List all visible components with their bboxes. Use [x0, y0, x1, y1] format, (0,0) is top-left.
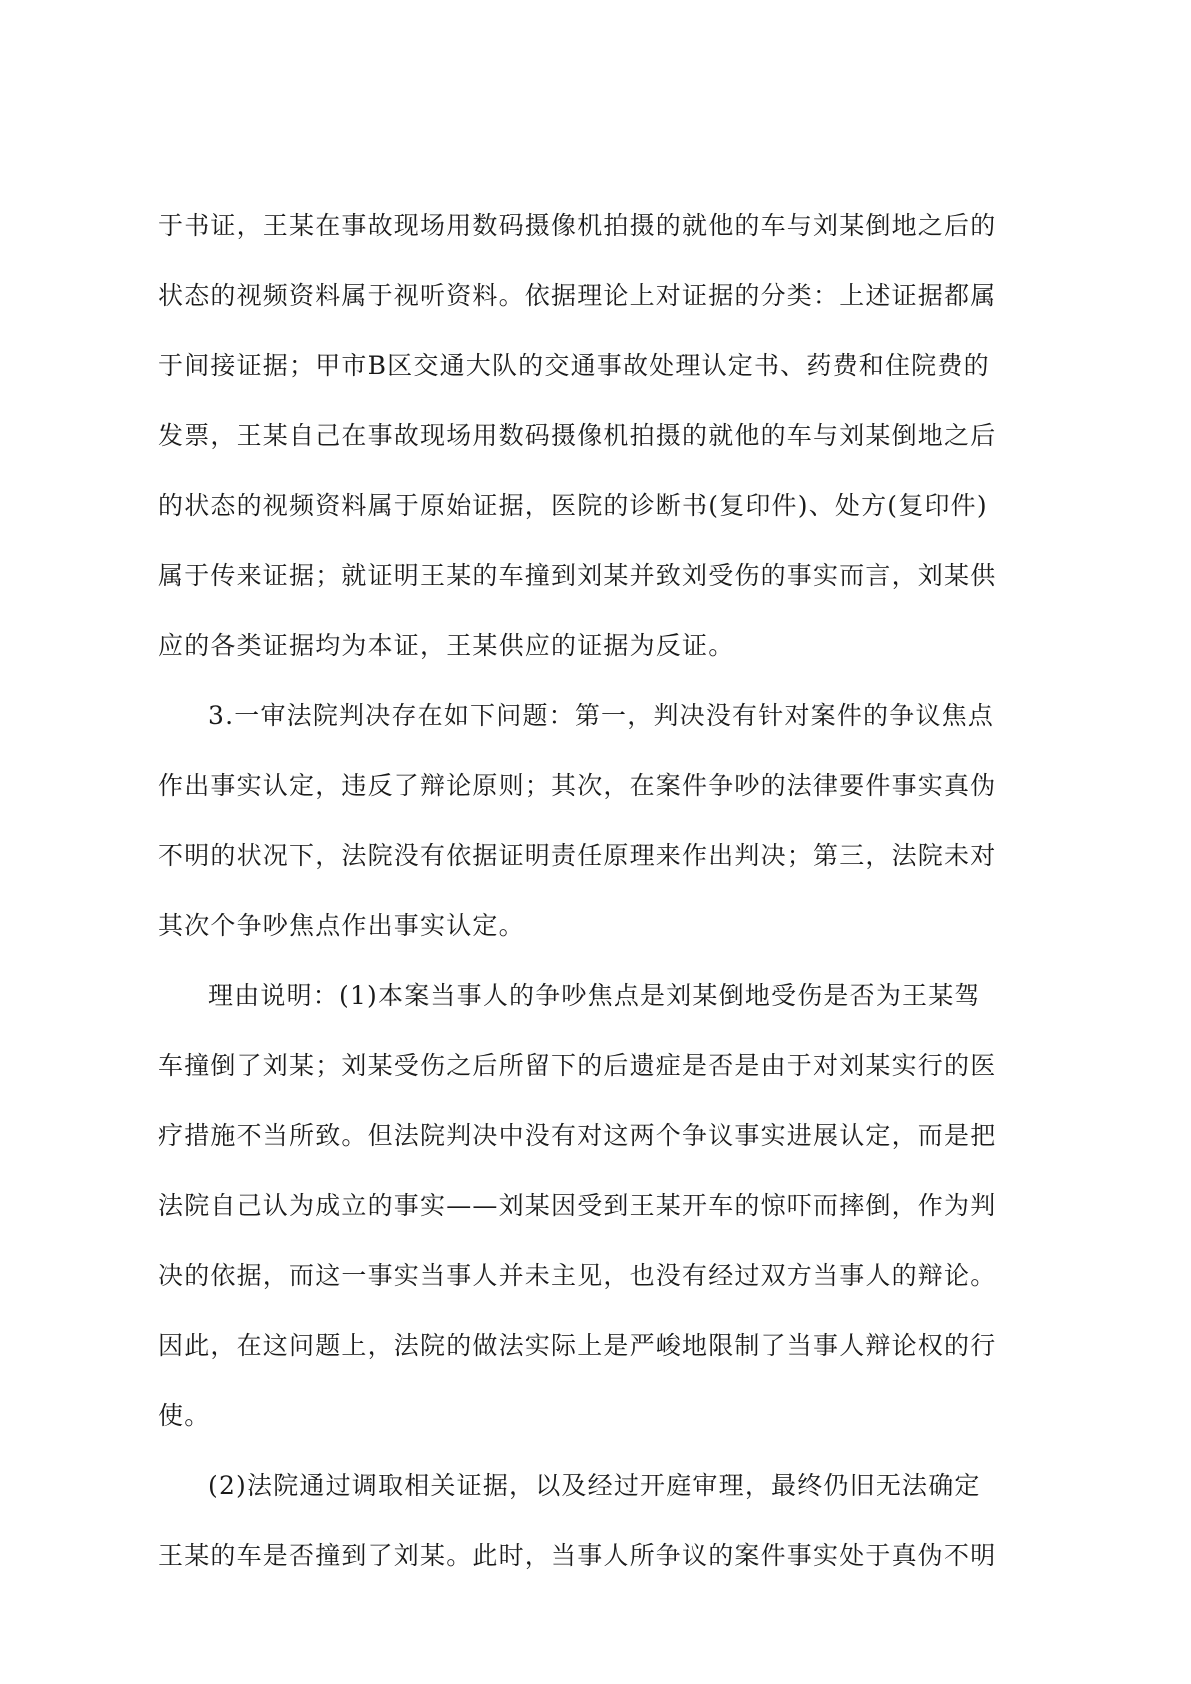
text-line: 因此，在这问题上，法院的做法实际上是严峻地限制了当事人辩论权的行 — [158, 1331, 997, 1360]
text-line: 王某的车是否撞到了刘某。此时，当事人所争议的案件事实处于真伪不明 — [158, 1541, 997, 1570]
text-line: 的状态的视频资料属于原始证据，医院的诊断书(复印件)、处方(复印件) — [158, 491, 988, 520]
text-line: 法院自己认为成立的事实——刘某因受到王某开车的惊吓而摔倒，作为判 — [158, 1191, 997, 1220]
text-line: 应的各类证据均为本证，王某供应的证据为反证。 — [158, 631, 735, 660]
text-line: 于书证，王某在事故现场用数码摄像机拍摄的就他的车与刘某倒地之后的 — [158, 211, 997, 240]
text-line: (2)法院通过调取相关证据，以及经过开庭审理，最终仍旧无法确定 — [208, 1471, 981, 1500]
text-line: 理由说明：(1)本案当事人的争吵焦点是刘某倒地受伤是否为王某驾 — [208, 981, 981, 1010]
text-line: 属于传来证据；就证明王某的车撞到刘某并致刘受伤的事实而言，刘某供 — [158, 561, 997, 590]
text-line: 不明的状况下，法院没有依据证明责任原理来作出判决；第三，法院未对 — [158, 841, 997, 870]
text-line: 发票，王某自己在事故现场用数码摄像机拍摄的就他的车与刘某倒地之后 — [158, 421, 997, 450]
text-line: 其次个争吵焦点作出事实认定。 — [158, 911, 525, 940]
text-line: 决的依据，而这一事实当事人并未主见，也没有经过双方当事人的辩论。 — [158, 1261, 997, 1290]
text-line: 疗措施不当所致。但法院判决中没有对这两个争议事实进展认定，而是把 — [158, 1121, 997, 1150]
text-line: 作出事实认定，违反了辩论原则；其次，在案件争吵的法律要件事实真伪 — [158, 771, 997, 800]
text-line: 使。 — [158, 1401, 211, 1430]
text-line: 3.一审法院判决存在如下问题：第一，判决没有针对案件的争议焦点 — [208, 701, 995, 730]
text-line: 于间接证据；甲市B区交通大队的交通事故处理认定书、药费和住院费的 — [158, 351, 990, 380]
text-line: 状态的视频资料属于视听资料。依据理论上对证据的分类：上述证据都属 — [158, 281, 997, 310]
text-line: 车撞倒了刘某；刘某受伤之后所留下的后遗症是否是由于对刘某实行的医 — [158, 1051, 997, 1080]
